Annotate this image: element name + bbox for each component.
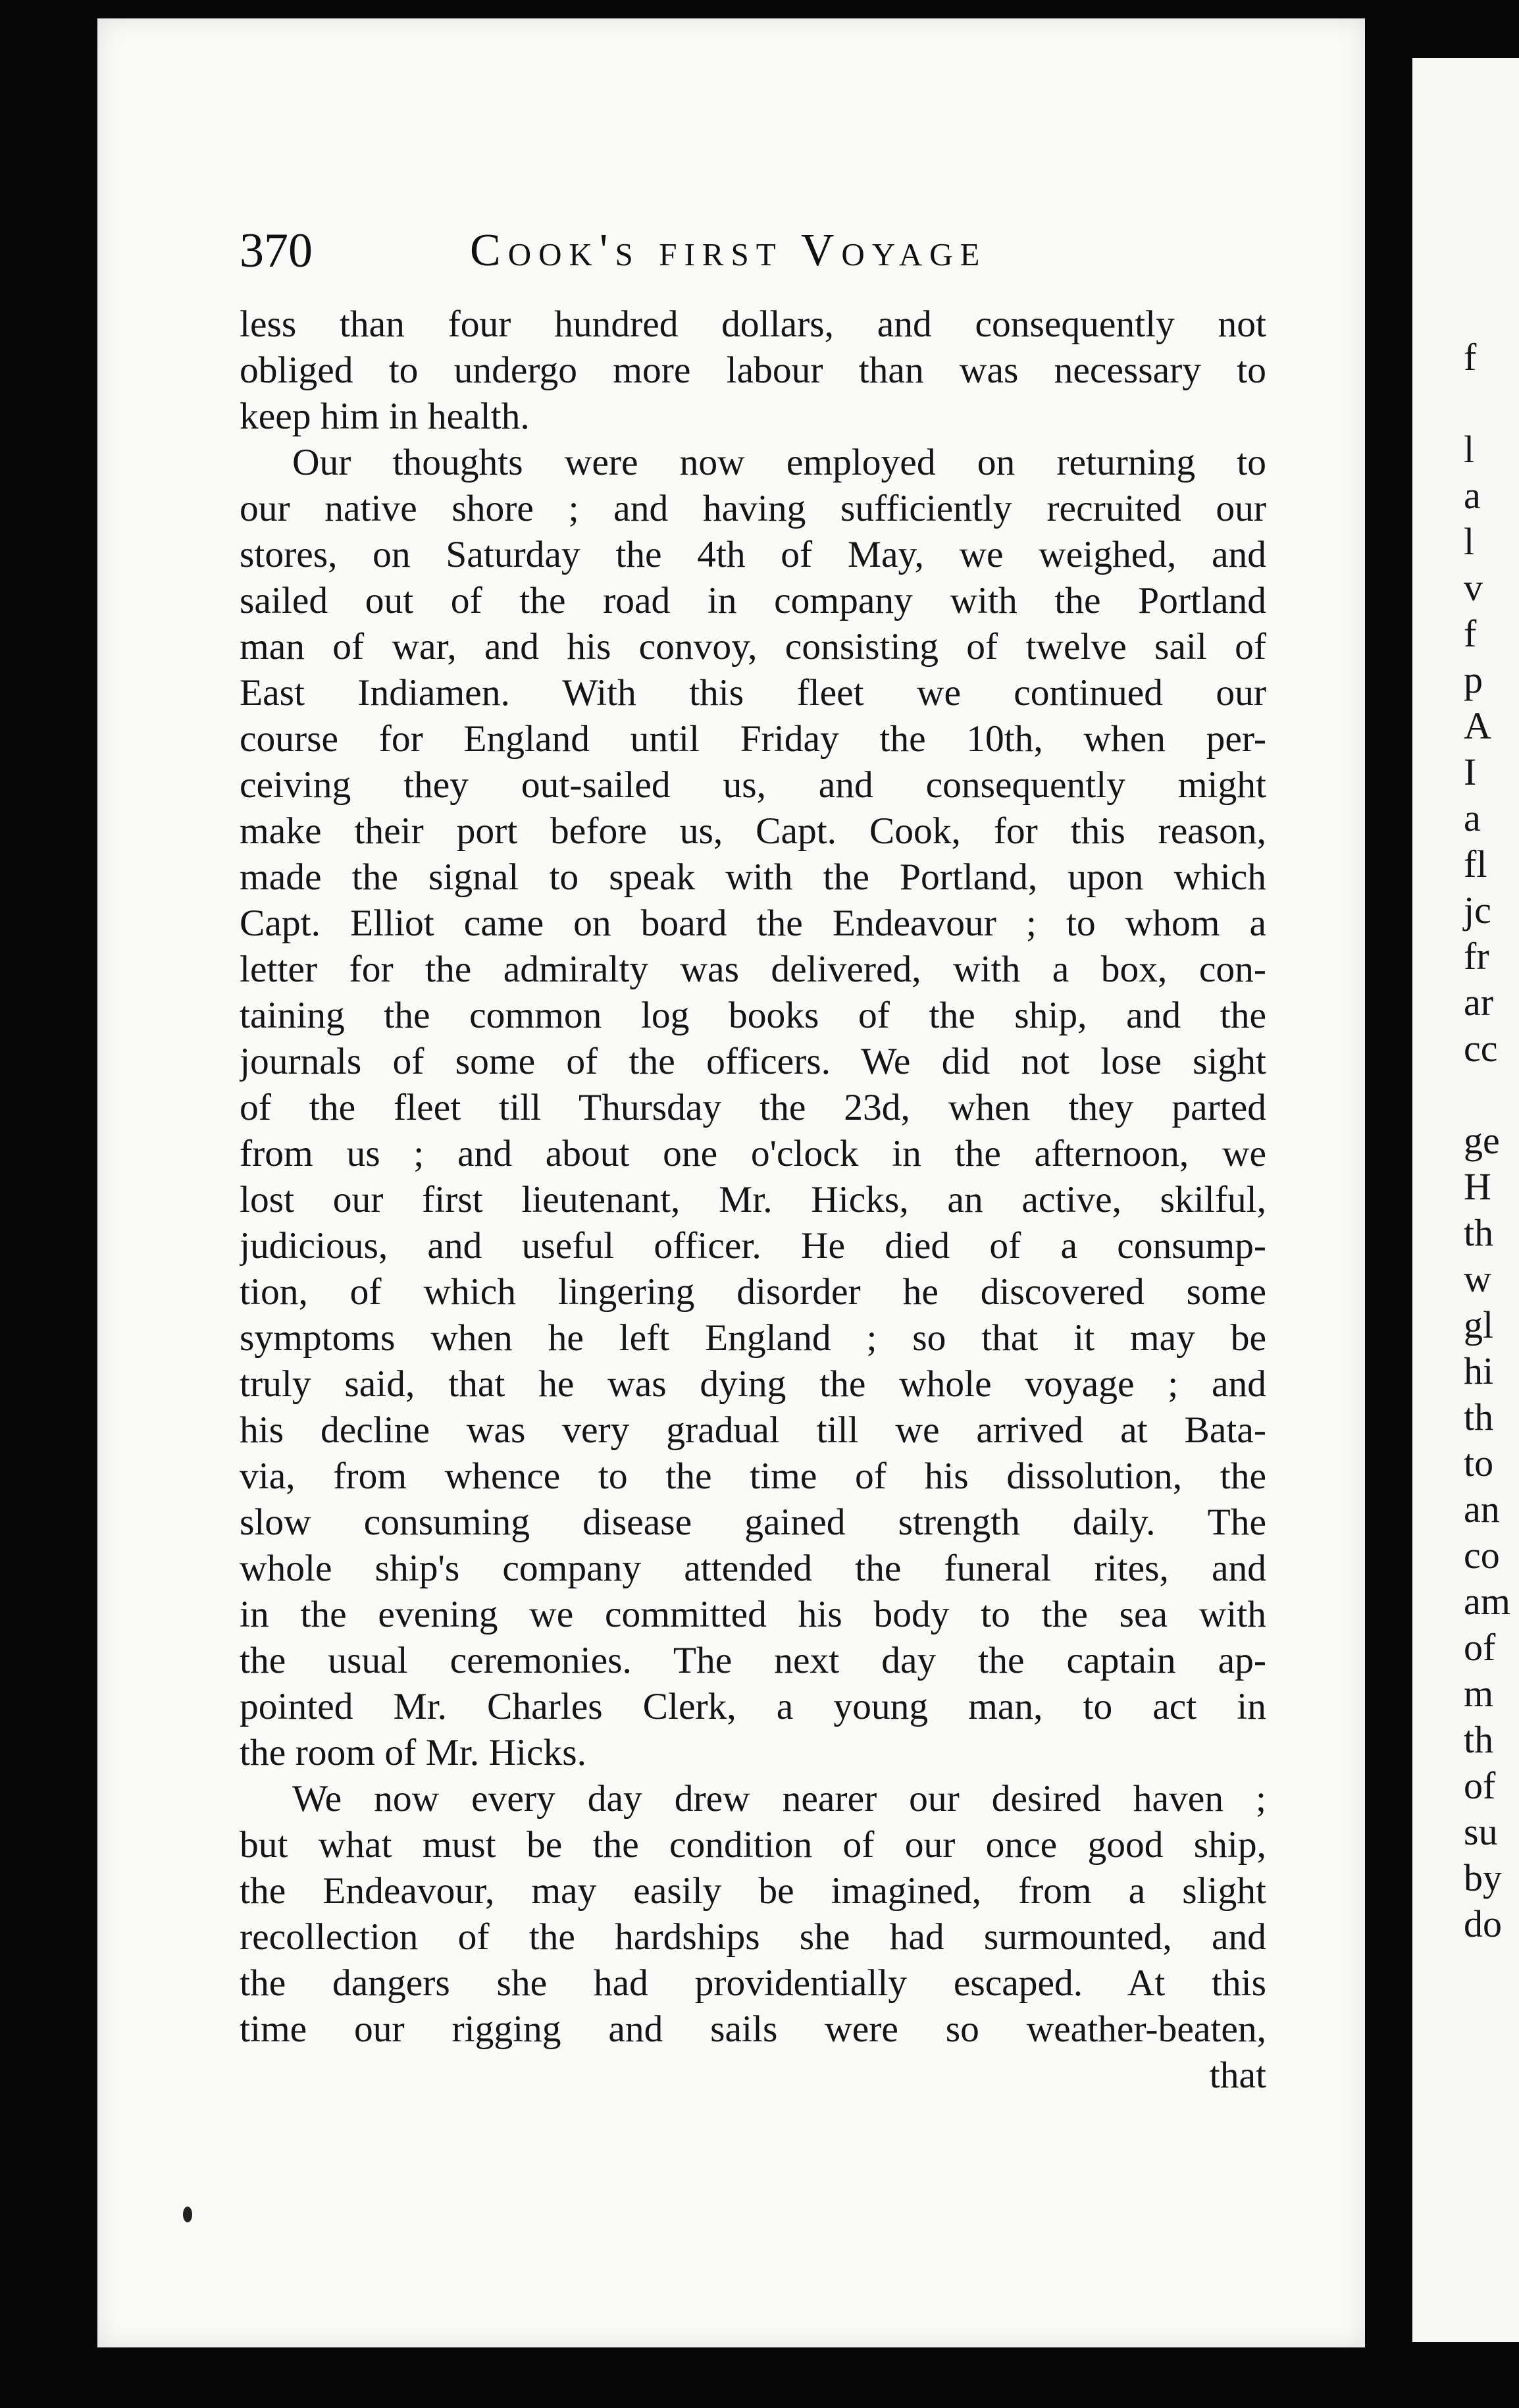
facing-fragment: l [1464,428,1475,471]
facing-fragment: su [1464,1810,1498,1853]
text-line: but what must be the condition of our once good ship, [240,1824,1266,1866]
facing-fragment: th [1464,1211,1494,1254]
facing-fragment [1464,380,1510,427]
facing-fragment: f [1464,612,1477,655]
text-line: via, from whence to the time of his dissolution, the [240,1455,1266,1497]
text-line: the usual ceremonies. The next day the captain ap- [240,1640,1266,1681]
facing-fragment: H [1464,1165,1491,1208]
text-line: of the fleet till Thursday the 23d, when they parted [240,1087,1266,1128]
facing-fragment: gl [1464,1303,1494,1346]
facing-page-edge [1412,58,1519,2342]
text-line: man of war, and his convoy, consisting of twelve sail of [240,626,1266,667]
facing-fragment: I [1464,750,1477,793]
text-line: the Endeavour, may easily be imagined, from a slight [240,1870,1266,1912]
text-line: time our rigging and sails were so weather-beaten, [240,2008,1266,2050]
body-text [240,301,1266,2099]
page-number: 370 [240,224,313,278]
text-line: taining the common log books of the ship, and the [240,995,1266,1036]
facing-fragment: p [1464,658,1483,701]
facing-fragment: by [1464,1856,1502,1899]
text-line: keep him in health. [240,396,530,437]
facing-fragment: fl [1464,843,1487,885]
facing-fragment: fr [1464,935,1489,978]
text-line: stores, on Saturday the 4th of May, we weighed, and [240,534,1266,575]
text-line: obliged to undergo more labour than was necessary to [240,350,1266,391]
text-line: slow consuming disease gained strength daily. The [240,1502,1266,1543]
text-line: We now every day drew nearer our desired haven ; [292,1778,1266,1819]
text-line: make their port before us, Capt. Cook, for this reason, [240,810,1266,852]
text-line: tion, of which lingering disorder he discovered some [240,1271,1266,1313]
facing-page-text [1464,334,1510,1947]
text-line: the room of Mr. Hicks. [240,1732,587,1773]
text-line: whole ship's company attended the funeral rites, and [240,1548,1266,1589]
text-line: Our thoughts were now employed on returning to [292,442,1266,483]
facing-fragment: A [1464,704,1491,747]
facing-fragment: m [1464,1672,1494,1715]
text-line: the dangers she had providentially escaped. At this [240,1962,1266,2004]
facing-fragment: cc [1464,1027,1498,1070]
ink-smudge [183,2207,192,2222]
text-line: his decline was very gradual till we arrived at Bata- [240,1409,1266,1451]
facing-fragment: to [1464,1442,1494,1484]
facing-fragment: w [1464,1257,1491,1300]
text-line: pointed Mr. Charles Clerk, a young man, to act in [240,1686,1266,1727]
text-line: course for England until Friday the 10th, when per- [240,718,1266,760]
text-line: truly said, that he was dying the whole voyage ; and [240,1363,1266,1405]
text-line: sailed out of the road in company with the Portland [240,580,1266,621]
text-line: Capt. Elliot came on board the Endeavour ; to whom a [240,903,1266,944]
text-line: less than four hundred dollars, and consequently not [240,303,1266,345]
facing-fragment: a [1464,474,1481,517]
facing-fragment: am [1464,1580,1510,1623]
facing-fragment [1464,1072,1510,1118]
facing-fragment: f [1464,336,1477,379]
facing-fragment: th [1464,1396,1494,1438]
facing-fragment: v [1464,566,1483,609]
facing-fragment: an [1464,1488,1500,1531]
text-line: symptoms when he left England ; so that it may be [240,1317,1266,1359]
text-line: ceiving they out-sailed us, and consequently might [240,764,1266,806]
text-line: journals of some of the officers. We did not lose sight [240,1041,1266,1082]
facing-fragment: jc [1464,889,1491,931]
facing-fragment: th [1464,1718,1494,1761]
text-line: in the evening we committed his body to the sea with [240,1594,1266,1635]
page-header [240,215,1266,287]
text-line: made the signal to speak with the Portland, upon which [240,856,1266,898]
text-line: from us ; and about one o'clock in the afternoon, we [240,1133,1266,1174]
text-line: judicious, and useful officer. He died of a consump- [240,1225,1266,1267]
facing-fragment: of [1464,1626,1496,1669]
text-line: East Indiamen. With this fleet we continued our [240,672,1266,714]
facing-fragment: co [1464,1534,1500,1577]
catchword: that [1209,2055,1266,2096]
facing-fragment: hi [1464,1349,1494,1392]
facing-fragment: of [1464,1764,1496,1807]
facing-fragment: ar [1464,981,1494,1024]
text-line: letter for the admiralty was delivered, with a box, con- [240,949,1266,990]
facing-fragment: a [1464,797,1481,839]
text-line: recollection of the hardships she had surmounted, and [240,1916,1266,1958]
facing-fragment: l [1464,520,1475,563]
text-line: lost our first lieutenant, Mr. Hicks, an active, skilful, [240,1179,1266,1220]
running-title: Cook's first Voyage [470,225,987,276]
text-line: our native shore ; and having sufficiently recruited our [240,488,1266,529]
facing-fragment: ge [1464,1119,1500,1162]
facing-fragment: do [1464,1902,1502,1945]
